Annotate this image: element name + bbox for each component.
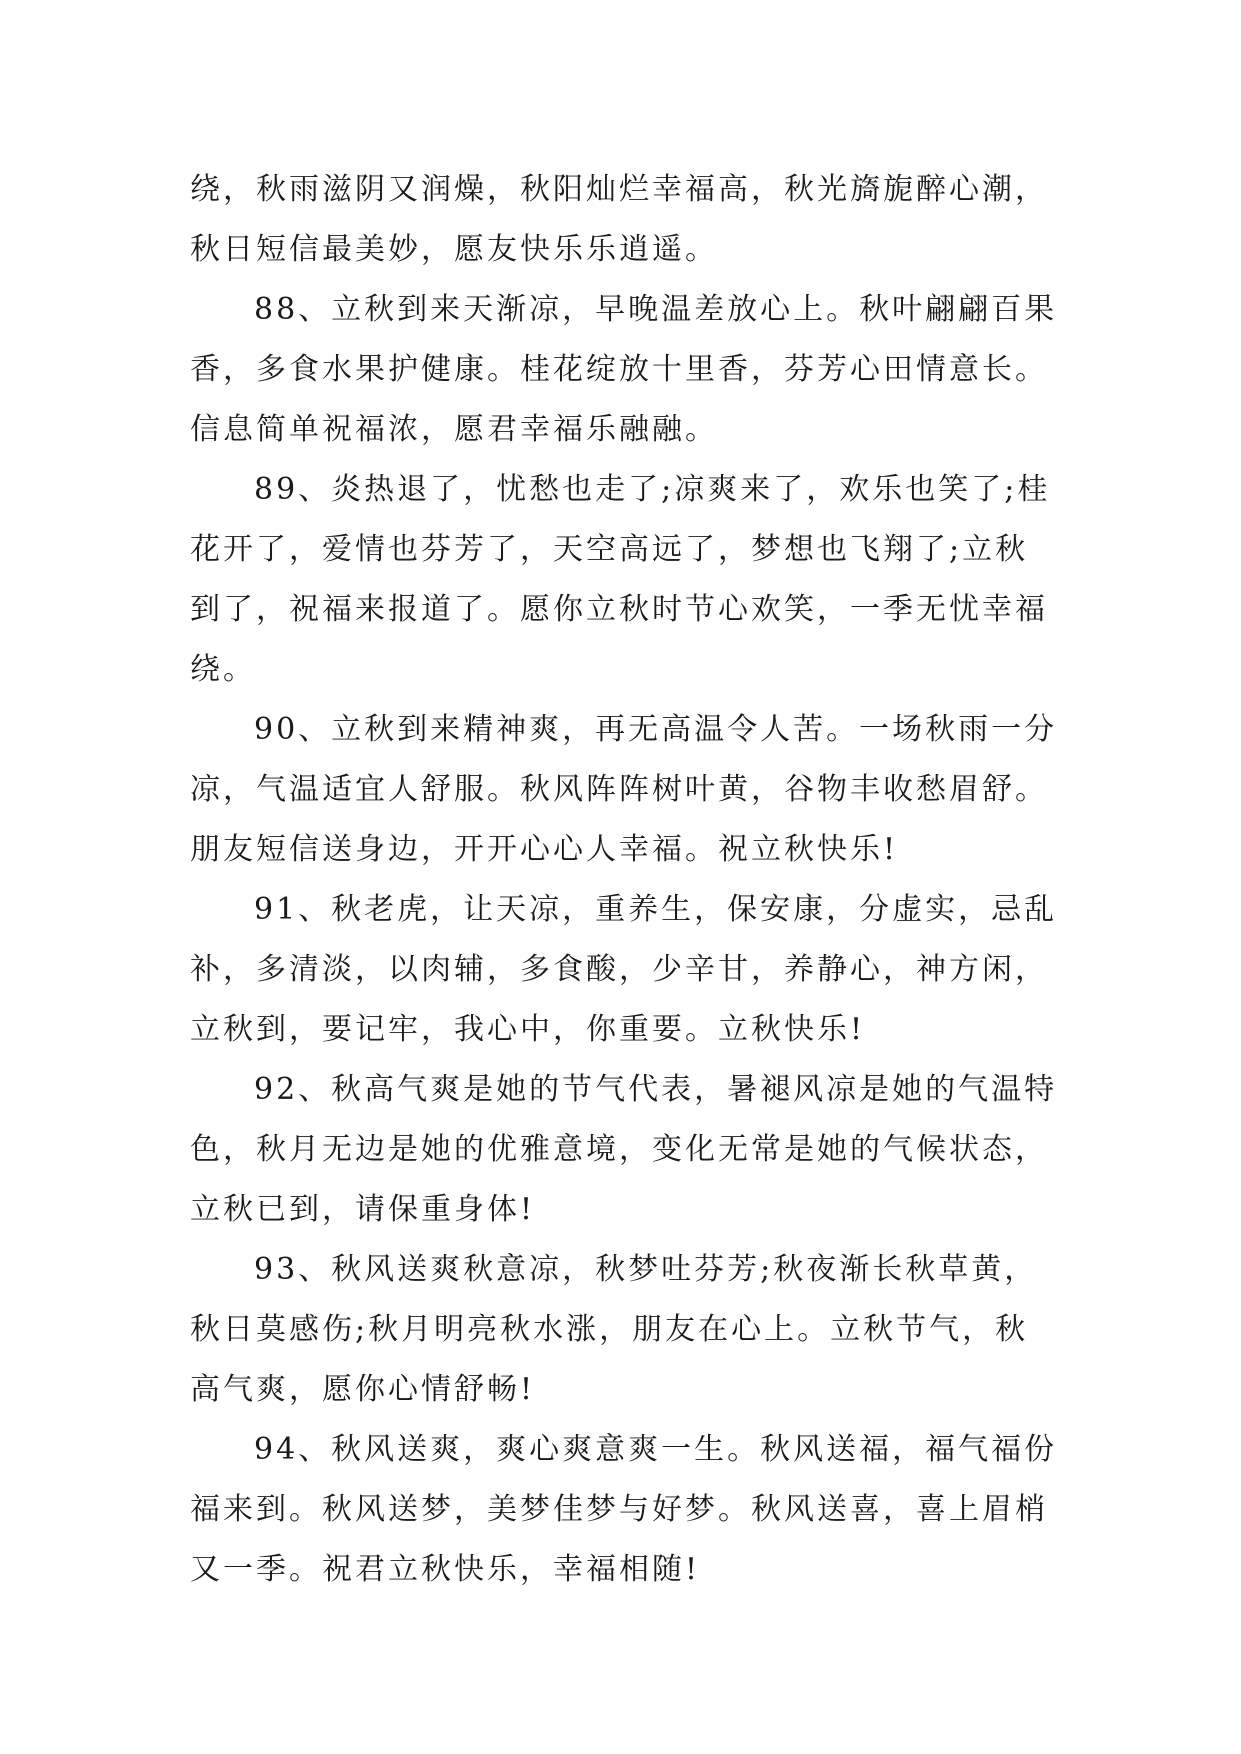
paragraph-91-line: 91、秋老虎，让天凉，重养生，保安康，分虚实，忌乱 xyxy=(254,892,1058,927)
paragraph-94-line: 94、秋风送爽，爽心爽意爽一生。秋风送福，福气福份 xyxy=(254,1432,1058,1467)
text-line: 朋友短信送身边，开开心心人幸福。祝立秋快乐! xyxy=(190,832,899,867)
text-line: 立秋已到，请保重身体! xyxy=(190,1192,536,1227)
text-line: 香，多食水果护健康。桂花绽放十里香，芬芳心田情意长。 xyxy=(190,352,1048,387)
text-line: 秋日短信最美妙，愿友快乐乐逍遥。 xyxy=(190,232,718,267)
text-line: 福来到。秋风送梦，美梦佳梦与好梦。秋风送喜，喜上眉梢 xyxy=(190,1492,1048,1527)
text-line: 花开了，爱情也芬芳了，天空高远了，梦想也飞翔了;立秋 xyxy=(190,532,1029,567)
text-line: 到了，祝福来报道了。愿你立秋时节心欢笑，一季无忧幸福 xyxy=(190,592,1048,627)
text-line: 绕，秋雨滋阴又润燥，秋阳灿烂幸福高，秋光旖旎醉心潮， xyxy=(190,172,1048,207)
text-line: 绕。 xyxy=(190,652,256,687)
paragraph-92-line: 92、秋高气爽是她的节气代表，暑褪风凉是她的气温特 xyxy=(254,1072,1058,1107)
text-line: 秋日莫感伤;秋月明亮秋水涨，朋友在心上。立秋节气，秋 xyxy=(190,1312,1029,1347)
text-line: 色，秋月无边是她的优雅意境，变化无常是她的气候状态， xyxy=(190,1132,1048,1167)
paragraph-90-line: 90、立秋到来精神爽，再无高温令人苦。一场秋雨一分 xyxy=(254,712,1058,747)
text-line: 凉，气温适宜人舒服。秋风阵阵树叶黄，谷物丰收愁眉舒。 xyxy=(190,772,1048,807)
text-line: 立秋到，要记牢，我心中，你重要。立秋快乐! xyxy=(190,1012,866,1047)
paragraph-93-line: 93、秋风送爽秋意凉，秋梦吐芬芳;秋夜渐长秋草黄， xyxy=(254,1252,1038,1287)
text-line: 信息简单祝福浓，愿君幸福乐融融。 xyxy=(190,412,718,447)
paragraph-89-line: 89、炎热退了，忧愁也走了;凉爽来了，欢乐也笑了;桂 xyxy=(254,472,1051,507)
text-line: 高气爽，愿你心情舒畅! xyxy=(190,1372,536,1407)
paragraph-88-line: 88、立秋到来天渐凉，早晚温差放心上。秋叶翩翩百果 xyxy=(254,292,1058,327)
text-line: 又一季。祝君立秋快乐，幸福相随! xyxy=(190,1552,701,1587)
text-line: 补，多清淡，以肉辅，多食酸，少辛甘，养静心，神方闲， xyxy=(190,952,1048,987)
document-body xyxy=(190,160,1070,1600)
